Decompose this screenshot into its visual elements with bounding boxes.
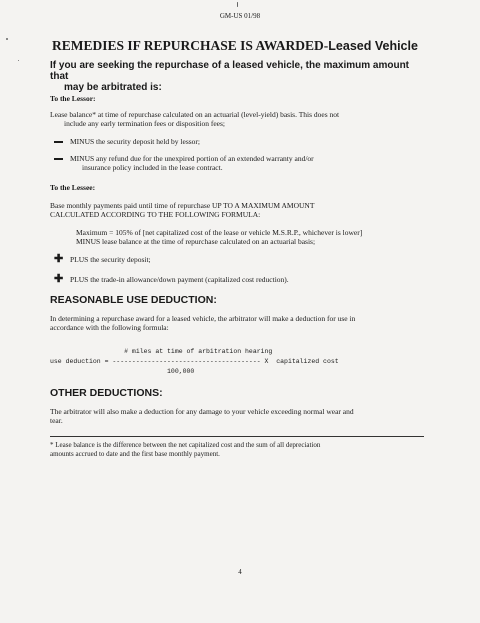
scan-speck [237, 2, 238, 7]
formula-line: MINUS lease balance at the time of repurchase calculated on an actuarial basis; [76, 237, 316, 246]
footnote-line: amounts accrued to date and the first base monthly payment. [50, 450, 220, 458]
reasonable-use-heading: REASONABLE USE DEDUCTION: [50, 294, 217, 306]
bullet-line: MINUS any refund due for the unexpired portion of an extended warranty and/or [70, 154, 314, 163]
footnote [50, 441, 425, 459]
bullet-text: PLUS the security deposit; [70, 255, 151, 264]
plus-bullet-icon: ✚ [54, 253, 64, 265]
intro-line: may be arbitrated is: [64, 82, 162, 93]
page-title [52, 38, 472, 54]
paragraph-line: Lease balance* at time of repurchase calculated on an actuarial (level-yield) basis. This does not [50, 110, 340, 119]
scan-speck [6, 38, 8, 40]
paragraph-line: Base monthly payments paid until time of repurchase UP TO A MAXIMUM AMOUNT [50, 201, 315, 210]
minus-bullet-icon [54, 154, 64, 160]
footnote-divider [50, 436, 424, 437]
intro-text [50, 60, 425, 93]
paragraph-line: tear. [50, 416, 63, 425]
plus-bullet-icon: ✚ [54, 273, 64, 285]
other-deductions-heading: OTHER DEDUCTIONS: [50, 387, 163, 399]
paragraph-line: In determining a repurchase award for a leased vehicle, the arbitrator will make a deduction for use in [50, 314, 356, 323]
formula-numerator: # miles at time of arbitration hearing [50, 348, 273, 355]
lessee-paragraph [50, 201, 425, 219]
lessee-heading: To the Lessee: [50, 183, 96, 192]
maximum-formula [76, 228, 426, 246]
other-deductions-paragraph [50, 407, 425, 425]
document-code: GM-US 01/98 [219, 12, 261, 20]
paragraph-line: accordance with the following formula: [50, 323, 169, 332]
lessor-paragraph [50, 110, 425, 128]
reasonable-use-paragraph [50, 314, 425, 332]
bullet-text [70, 154, 420, 172]
footnote-line: * Lease balance is the difference between the net capitalized cost and the sum of all depreciation [50, 441, 321, 449]
formula-fraction-line: use deduction = -------------------------------------- X capitalized cost [50, 358, 339, 365]
bullet-line: insurance policy included in the lease contract. [82, 163, 223, 172]
paragraph-line: The arbitrator will also make a deduction for any damage to your vehicle exceeding normal wear and [50, 407, 354, 416]
title-suffix: Leased Vehicle [328, 39, 418, 53]
scan-speck [18, 60, 19, 61]
bullet-text: MINUS the security deposit held by lessor; [70, 137, 200, 146]
title-main: REMEDIES IF REPURCHASE IS AWARDED- [52, 38, 329, 53]
paragraph-line: include any early termination fees or disposition fees; [64, 119, 225, 128]
intro-line: If you are seeking the repurchase of a leased vehicle, the maximum amount that [50, 60, 410, 82]
page-number: 4 [238, 568, 242, 576]
minus-bullet-icon [54, 137, 64, 143]
bullet-text: PLUS the trade-in allowance/down payment (capitalized cost reduction). [70, 275, 289, 284]
formula-line: Maximum = 105% of [net capitalized cost of the lease or vehicle M.S.R.P., whichever is lower] [76, 228, 363, 237]
lessor-heading: To the Lessor: [50, 94, 96, 103]
paragraph-line: CALCULATED ACCORDING TO THE FOLLOWING FORMULA: [50, 210, 261, 219]
formula-denominator: 100,000 [50, 368, 195, 375]
use-deduction-formula [50, 347, 339, 377]
